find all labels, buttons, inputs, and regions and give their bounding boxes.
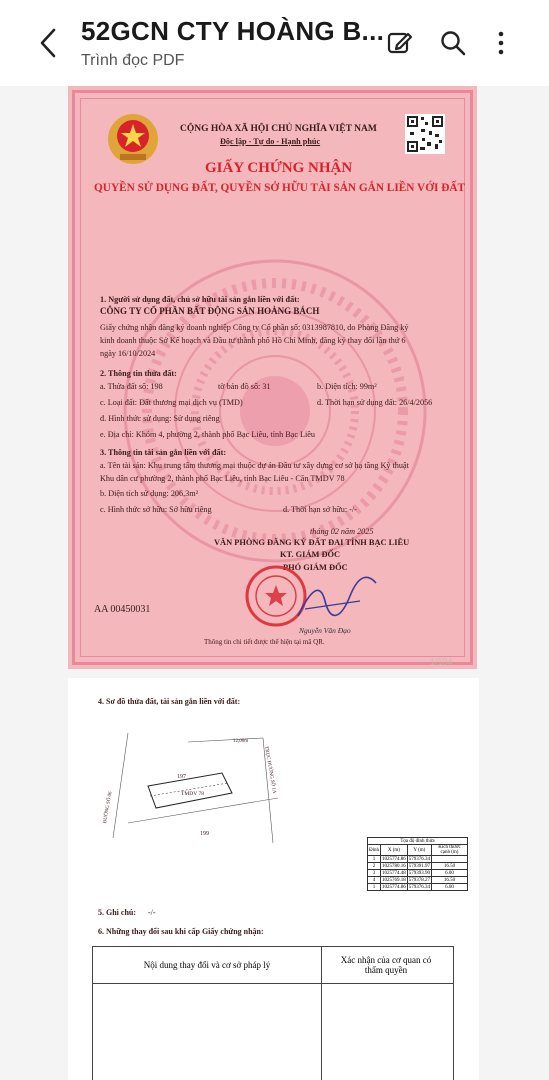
pdf-page-1[interactable] [68,86,477,669]
table-cell: 579376.34 [408,884,430,890]
table-cell: 3 [368,870,381,877]
motto: Độc lập - Tự do - Hạnh phúc [220,137,321,146]
table-cell: 1025774.86 [382,856,406,862]
table-header: Đỉnh [368,845,381,856]
map-dimension-top: 12,00m [233,739,249,744]
edit-icon[interactable] [385,28,415,58]
signature-icon [290,571,380,631]
certificate-heading: GIẤY CHỨNG NHẬN [205,160,353,176]
parcel-address: e. Địa chỉ: Khóm 4, phường 2, thành phố Bạc Liêu, tỉnh Bạc Liêu [100,430,316,439]
certificate-subheading: QUYỀN SỬ DỤNG ĐẤT, QUYỀN SỞ HỮU TÀI SẢN GẮN LIỀN VỚI ĐẤT [94,182,466,194]
asset-name-line-1: a. Tên tài sản: Khu trung tâm thương mại thuộc dự án Đầu tư xây dựng cơ sở hạ tầng Kỹ thuật [100,461,409,470]
coordinates-table [367,837,468,891]
parcel-diagram [88,728,338,848]
table-cell: 16.50 [432,877,468,884]
map-sheet-number: tờ bản đồ số: 31 [218,382,271,391]
table-cell: 1025774.86 [382,884,406,890]
table-header: Kích thước cạnh (m) [432,845,468,856]
table-header: X (m) [381,845,408,856]
map-label-197: 197 [177,774,186,780]
page-number-indicator: 1/104 [430,657,453,667]
vice-director-title: PHÓ GIÁM ĐỐC [283,563,348,572]
issue-date: tháng 02 năm 2025 [310,527,374,536]
table-row [368,884,468,891]
back-arrow-icon[interactable] [34,26,64,60]
land-term: d. Thời hạn sử dụng đất: 26/4/2056 [317,398,433,407]
table-cell: 2 [368,863,381,870]
director-title: KT. GIÁM ĐỐC [280,550,341,559]
table-cell: 579391.97 [408,863,430,869]
owner-detail-line-1: Giấy chứng nhận đăng ký doanh nghiệp Công ty Cổ phần số: 0313987810, do Phòng Đăng ký [100,323,409,332]
table-cell: 6.00 [432,870,468,877]
map-road-06: ĐƯỜNG SỐ 06 [103,791,114,824]
map-label-unit: TMDV 78 [181,791,204,797]
section-6-title: 6. Những thay đổi sau khi cấp Giấy chứng nhận: [98,927,264,936]
section-2-title: 2. Thông tin thửa đất: [100,369,177,378]
table-cell: 579393.90 [408,870,430,876]
table-cell: 1025780.16 [382,863,406,869]
republic-title: CỘNG HÒA XÃ HỘI CHỦ NGHĨA VIỆT NAM [180,124,377,134]
pdf-page-2[interactable] [68,678,479,1080]
owner-name: CÔNG TY CỔ PHẦN BẤT ĐỘNG SẢN HOÀNG BÁCH [100,306,320,316]
land-type: c. Loại đất: Đất thương mại dịch vụ (TMD) [100,398,243,407]
national-emblem-icon [106,112,160,166]
table-cell: 579378.27 [408,877,430,883]
table-row [368,863,468,870]
owner-detail-line-3: ngày 16/10/2024 [100,349,156,358]
table-row [368,877,468,884]
more-options-icon[interactable] [486,28,516,58]
section-1-title: 1. Người sử dụng đất, chủ sở hữu tài sản gắn liền với đất: [100,295,300,304]
owner-detail-line-2: kinh doanh thuộc Sở Kế hoạch và Đầu tư thành phố Hồ Chí Minh, đăng ký thay đổi lần thứ 6 [100,336,406,345]
map-label-199: 199 [200,831,209,837]
section-5-title: 5. Ghi chú: [98,908,137,917]
table-cell: 1 [368,856,381,863]
table-caption: Tọa độ đỉnh thửa [368,838,468,845]
usage-form: đ. Hình thức sử dụng: Sử dụng riêng [100,414,220,423]
document-title: 52GCN CTY HOÀNG B... [81,16,385,46]
map-road-1a: TRỤC ĐƯỜNG SỐ 1A [263,746,277,795]
section-3-title: 3. Thông tin tài sản gắn liền với đất: [100,448,227,457]
section-4-title: 4. Sơ đồ thửa đất, tài sản gắn liền với đất: [98,697,241,706]
table-cell: 1025769.18 [382,877,406,883]
changes-table [92,946,454,1080]
table-cell [432,856,468,863]
parcel-number: a. Thửa đất số: 198 [100,382,163,391]
table-row [368,870,468,877]
table-cell: 579376.34 [408,856,430,862]
table-header: Y (m) [407,845,431,856]
land-area: b. Diện tích: 99m² [317,382,377,391]
table-cell: 6.00 [432,884,468,891]
table-cell: 1 [368,884,381,891]
signer-name: Nguyễn Văn Đạo [299,626,351,635]
asset-usage-area: b. Diện tích sử dụng: 206,3m² [100,489,199,498]
asset-name-line-2: Khu dân cư phường 2, thành phố Bạc Liêu, tỉnh Bạc Liêu - Căn TMDV 78 [100,474,345,483]
certificate-serial: AA 00450031 [94,604,151,615]
table-cell: 4 [368,877,381,884]
ownership-term: d. Thời hạn sở hữu: -/- [283,505,357,514]
viewer-name: Trình đọc PDF [81,52,185,69]
ownership-form: c. Hình thức sở hữu: Sở hữu riêng [100,505,212,514]
search-icon[interactable] [438,28,468,58]
changes-column-confirmation: Xác nhận của cơ quan có thẩm quyền [340,955,432,975]
issuing-office: VĂN PHÒNG ĐĂNG KÝ ĐẤT ĐAI TỈNH BẠC LIÊU [214,538,410,547]
notes-value: -/- [148,908,156,917]
changes-column-content: Nội dung thay đổi và cơ sở pháp lý [143,960,271,970]
table-cell: 1025774.48 [382,870,406,876]
qr-code-icon[interactable] [405,114,445,154]
table-cell: 16.50 [432,863,468,870]
table-row [368,856,468,863]
app-bar [0,0,549,86]
qr-note: Thông tin chi tiết được thể hiện tại mã QR. [204,638,325,646]
